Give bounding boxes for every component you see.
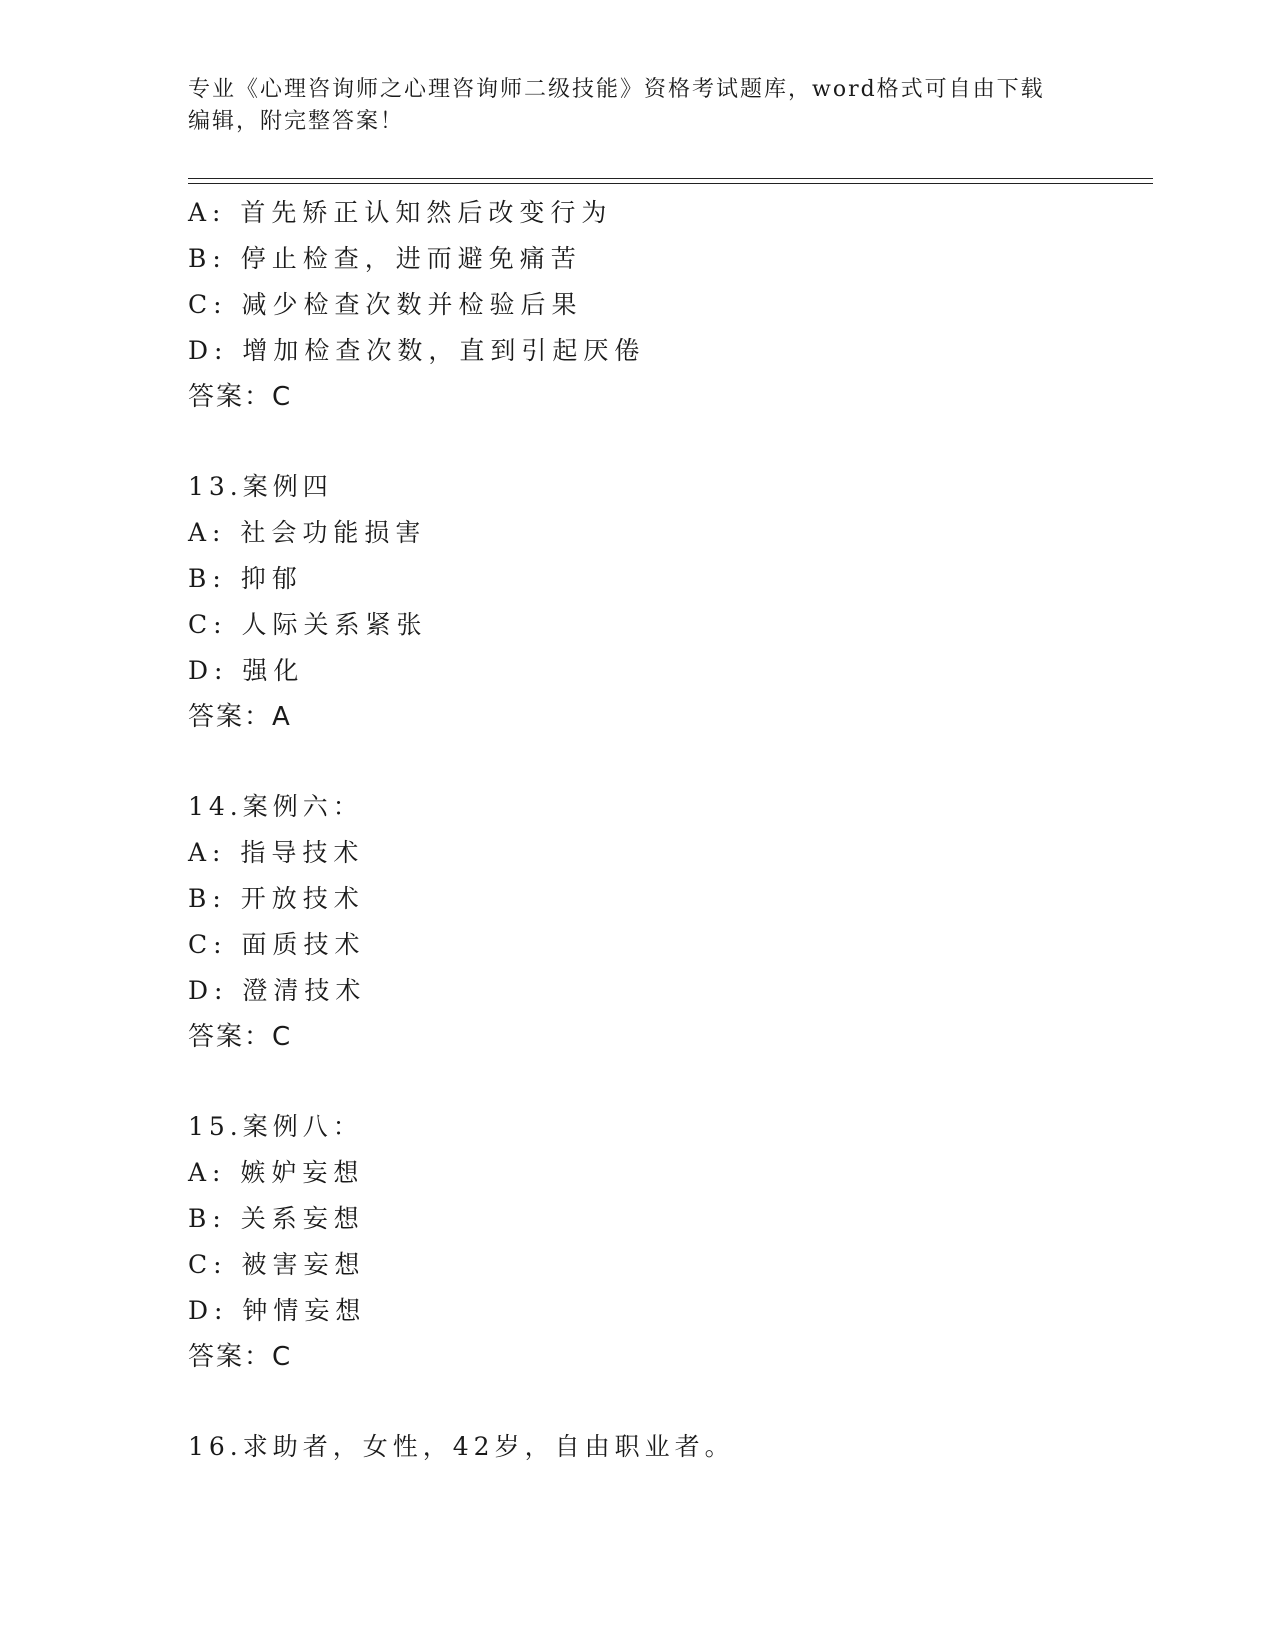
answer-line: 答案：A [188, 702, 292, 732]
spacer [188, 1380, 1148, 1424]
question-block-13 [188, 464, 1148, 740]
header-divider-bottom [188, 183, 1153, 184]
option-a: A: 指导技术 [188, 838, 365, 867]
option-c: C: 面质技术 [188, 930, 366, 959]
header-divider-top [188, 178, 1153, 179]
option-b: B: 关系妄想 [188, 1204, 365, 1233]
option-b: B: 开放技术 [188, 884, 365, 913]
question-block-14 [188, 784, 1148, 1060]
spacer [188, 1060, 1148, 1104]
question-block-16 [188, 1424, 1148, 1470]
question-block-12 [188, 190, 1148, 420]
option-d: D: 增加检查次数，直到引起厌倦 [188, 336, 646, 365]
option-a: A: 嫉妒妄想 [188, 1158, 365, 1187]
spacer [188, 420, 1148, 464]
question-list [188, 190, 1148, 1470]
option-d: D: 强化 [188, 656, 305, 685]
question-title: 14.案例六： [188, 792, 363, 821]
option-c: C: 人际关系紧张 [188, 610, 428, 639]
question-title: 15.案例八： [188, 1112, 363, 1141]
option-b: B: 抑郁 [188, 564, 303, 593]
question-title: 13.案例四 [188, 472, 333, 501]
option-a: A: 首先矫正认知然后改变行为 [188, 198, 613, 227]
option-c: C: 被害妄想 [188, 1250, 366, 1279]
header-line-2: 编辑，附完整答案！ [188, 109, 405, 134]
answer-line: 答案：C [188, 1342, 293, 1372]
answer-line: 答案：C [188, 1022, 293, 1052]
header-line-1: 专业《心理咨询师之心理咨询师二级技能》资格考试题库，word格式可自由下载 [188, 77, 1045, 102]
option-c: C: 减少检查次数并检验后果 [188, 290, 583, 319]
option-d: D: 钟情妄想 [188, 1296, 367, 1325]
question-title: 16.求助者，女性，42岁，自由职业者。 [188, 1432, 735, 1461]
option-a: A: 社会功能损害 [188, 518, 427, 547]
document-header [188, 74, 1088, 138]
option-b: B: 停止检查，进而避免痛苦 [188, 244, 582, 273]
question-block-15 [188, 1104, 1148, 1380]
answer-line: 答案：C [188, 382, 293, 412]
spacer [188, 740, 1148, 784]
option-d: D: 澄清技术 [188, 976, 367, 1005]
